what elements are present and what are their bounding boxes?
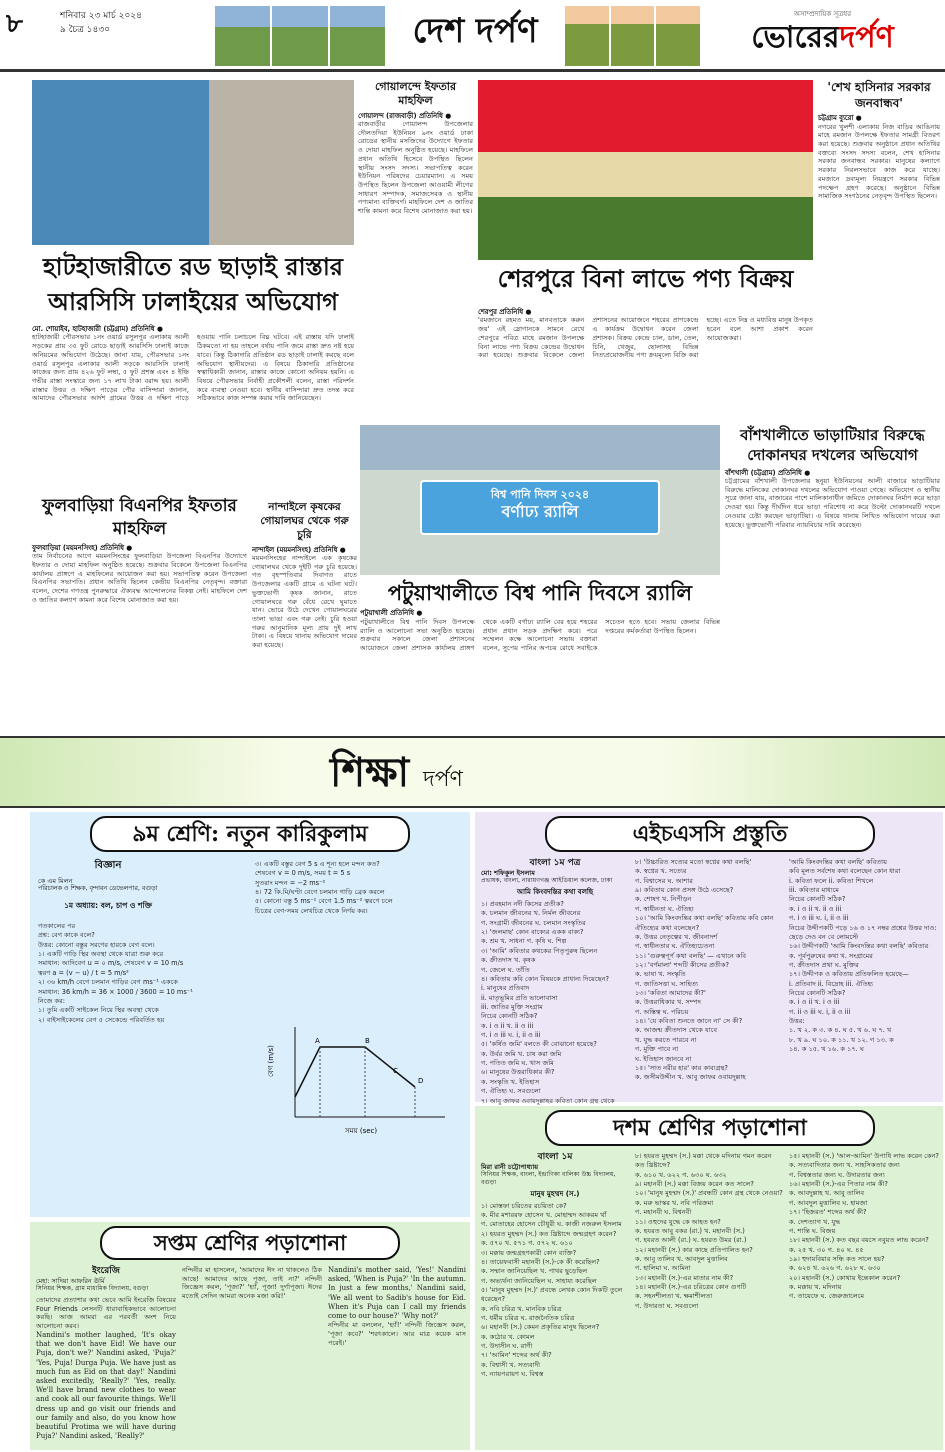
question-line: ১০। 'আমি কিংবদন্তির কথা বলছি' কবিতায় কবি কোন — [635, 914, 774, 923]
story-byline: নান্দাইল (ময়মনসিংহ) প্রতিনিধি ● — [252, 545, 346, 554]
band-title-b: দর্পণ — [423, 767, 463, 792]
class7-intro: তোমাদের প্রত্যাশার কথা ভেবে আমি ইংরেজি বিষয়ের Four Friends লেসনটি ধারাবাহিকভাবে আলোচনা করছি। আজ আমরা এর পরবর্তী অংশ নিয়ে আলোচনা করব। — [36, 1296, 176, 1331]
question-line: ক. i ও ii খ. ii ও iii — [789, 904, 842, 913]
class9-line: চিত্রের বেগ-সময় লেখচিত্র থেকে নির্ণয় কর। — [255, 906, 368, 915]
hsc-question-list — [635, 858, 783, 1083]
question-line: গ. বিশ্বস্ততার জন্য ঘ. উদারতার জন্য — [789, 1170, 885, 1179]
question-line: ক. নবি চরিত্র খ. মানবিক চরিত্র — [481, 1304, 562, 1313]
story-sherpur — [358, 308, 813, 420]
logo-name-a: ভোরের — [751, 19, 840, 55]
question-line: ক. শ্রম খ. সাধনা গ. কৃষি ঘ. শিল্প — [481, 937, 567, 946]
question-line: ১৭। 'হিজরত' শব্দের অর্থ কী? — [789, 1208, 867, 1217]
question-line: ক. বিশ্বাসী খ. সত্যবাদী — [481, 1360, 541, 1369]
class9-teacher-sub: পরিচালক ও শিক্ষক, বৃন্দাবন ডেভেলপার, বগুড়া — [38, 884, 158, 892]
question-line: ৭। আবু জাফর ওবায়দুল্লাহর কবিতা কোন গ্রন্থ থেকে — [481, 1096, 615, 1105]
class7-bangla-text: নন্দিনীর মা হাসলেন, 'আমাদের ঈদ না থাকলেও ঠিক আছে! আমাদের আছে পূজা, তাই না?' নন্দিনী জিজ্ঞেস করল, 'পূজা?' 'হ্যাঁ, পূজা! দুর্গাপূজা। ঈদের মতোই সেদিন আমরা অনেক মজা করি!' — [182, 1266, 322, 1301]
class10-teacher: মিরা রানী চট্টোপাধ্যায় — [481, 1163, 539, 1172]
question-line: ছেড়ে দেও বন বে লোমস্টে — [789, 932, 859, 941]
question-line: ক. ৬২৪ খ. ৬২৬ গ. ৬২৮ ঘ. ৬৩০ — [789, 1264, 881, 1273]
question-line: ১২। মহানবী (স.) কার কাছে প্রতিপালিত হন? — [635, 1245, 753, 1254]
question-line: ৯। কবিতায় কোন প্রসঙ্গ উঠে এসেছে? — [635, 886, 734, 895]
class9-subject: বিজ্ঞান — [94, 860, 122, 871]
hsc-teacher-sub: প্রভাষক, বাংলা, নারায়ণগঞ্জ আইডিয়াল কলেজ, ঢাকা — [481, 877, 613, 885]
logo-name — [705, 19, 940, 57]
class9-col1 — [38, 922, 248, 1025]
class10-teacher-sub: সিনিয়র শিক্ষক, বাংলা, ইন্দ্রাণিকা বালিকা উচ্চ বিদ্যালয়, বগুড়া — [481, 1171, 616, 1187]
education-band-title — [330, 748, 463, 798]
date-line — [60, 10, 210, 37]
question-line: ১। প্রবহমান নদী কিসের প্রতীক? — [481, 899, 564, 908]
question-line: ক. উত্তর নেতৃত্বের খ. জীবনাদর্শ — [635, 932, 718, 941]
education-band — [0, 736, 945, 808]
story-headline: ফুলবাড়িয়া বিএনপির ইফতার মাহফিল — [42, 496, 237, 539]
question-line: ২। 'জলমাছ' কোন বাক্যের একক বাক্য? — [481, 928, 584, 937]
masthead — [0, 0, 945, 72]
story-body: 'রমজানে রহমত ময়, মানবতাকে করুন জয়' এই স্লোগানকে সামনে রেখে শেরপুরে পবিত্র মাহে রমজান উপলক্ষে বিনা লাভে পণ্য বিক্রয় কেন্দ্রের উদ্বোধন করা হয়েছে। শুক্রবার বিকেলে জেলা প্রশাসনের আয়োজনে শহরের প্রাণকেন্দ্রে এ কার্যক্রম উদ্বোধন করেন জেলা প্রশাসক। বিক্রয় কেন্দ্রে চাল, ডাল, তেল, চিনি, খেজুর, ছোলাসহ বিভিন্ন নিত্যপ্রয়োজনীয় পণ্য ক্রয়মূল্যে বিক্রি করা হচ্ছে। এতে নিম্ন ও মধ্যবিত্ত মানুষ উপকৃত হবেন বলে আশা প্রকাশ করেন আয়োজকরা। — [478, 316, 813, 360]
question-line: ক. জসীমউদ্দীন খ. আবু জাফর ওবায়দুল্লাহ — [635, 1073, 746, 1082]
hsc-teacher: মো: শফিকুল ইসলাম — [481, 869, 535, 878]
question-line: গ. সংগ্রামী জীবনের ঘ. চলমান সংস্কৃতির — [481, 918, 586, 927]
hsc-header: এইচএসসি প্রস্তুতি — [545, 816, 875, 852]
date-gregorian: শনিবার ২৩ মার্চ ২০২৪ — [60, 11, 142, 21]
masthead-photo — [611, 6, 655, 66]
question-line: ৯। মহানবী (স.) মক্কা বিজয় করেন কত সালে? — [635, 1180, 754, 1189]
question-line: ২। হযরত মুহম্মদ (স.) কত খ্রিষ্টাব্দে জন্মগ্রহণ করেন? — [481, 1229, 617, 1238]
story-body: রাজবাড়ীর গোয়ালন্দ উপজেলার দৌলতদিয়া ইউনিয়ন ৯নং ওয়ার্ড ঢাকা রোডের স্থানীয় মসজিদের উদ্যোগে ইফতার ও দোয়া মাহফিল অনুষ্ঠিত হয়েছে। মাহফিলে প্রধান অতিথি হিসেবে উপস্থিত ছিলেন স্থানীয় সংসদ সদস্য। সভাপতিত্ব করেন ইউনিয়ন পরিষদের চেয়ারম্যান। এ সময় উপস্থিত ছিলেন উপজেলা আওয়ামী লীগের সাধারণ সম্পাদক, সমাজসেবক ও স্থানীয় গণ্যমান্য ব্যক্তিবর্গ। মাহফিলে দেশ ও জাতির শান্তি কামনা করে বিশেষ মোনাজাত করা হয়। — [358, 120, 473, 216]
question-line: গ. ন্যায়পরায়ণ ঘ. বিশ্বস্ত — [481, 1370, 544, 1379]
question-line: গ. স্বাধীনতা ঘ. ঐতিহ্য — [635, 904, 694, 913]
story-byline: চট্টগ্রাম ব্যুরো ● — [818, 114, 862, 123]
question-line: ৫। 'কর্ষিত জমি' বলতে কী বোঝানো হয়েছে? — [481, 1040, 597, 1049]
graph-point-d: D — [418, 1077, 424, 1085]
question-line: গ. i ও iii ঘ. i, ii ও iii — [789, 914, 849, 923]
masthead-photo-strip-right — [565, 6, 700, 66]
story-headline: নান্দাইলে কৃষকের গোয়ালঘর থেকে গরু চুরি — [260, 501, 349, 542]
class9-line: সমাধান: 36 km/h = 36 × 1000 / 3600 = 10 ms⁻¹ — [38, 987, 193, 996]
story-road — [32, 325, 354, 490]
graph-point-b: B — [365, 1037, 370, 1045]
question-line: গ. তায়েফে ঘ. জেরুজালেমে — [789, 1292, 865, 1301]
question-line: ক. মীর মশাররফ হোসেন খ. মোহাম্মদ আকরম খাঁ — [481, 1211, 607, 1220]
question-line: ক. হযরত আবু বকর (রা.) খ. মহানবী (স.) — [635, 1226, 745, 1235]
class7-col3 — [328, 1266, 466, 1348]
question-line: গ. উদারতা ঘ. সবগুলো — [635, 1301, 699, 1310]
class7-english-text: Nandini's mother laughed, 'It's okay that we don't have Eid! We have our Puja, don't we?' Nandini asked, 'Puja?' 'Yes, Puja! Durga Puja. We have just as much fun as Eid on that day!' Nandini asked excitedly, 'Really?' 'Yes, really. We'll have brand new clothes to wear and cook all our favourite things. We'll dress up and go visit our friends and our family and also, do you know how beautiful Protima we will have during Puja?' Nandini asked, 'Really?' — [36, 1330, 176, 1441]
class10-header: দশম শ্রেণির পড়াশোনা — [545, 1110, 875, 1146]
class9-line: সমাধান: আদিবেগ u = ০ m/s, শেষবেগ v = 10 m/s — [38, 959, 184, 968]
logo-name-b: দর্পণ — [839, 19, 894, 55]
road-headline: হাটহাজারীতে রড ছাড়াই রাস্তার আরসিসি ঢালাইয়ের অভিযোগ — [43, 252, 343, 316]
question-line: ১৫। 'সাত নরীর হার' কার কাব্যগ্রন্থ? — [635, 1063, 728, 1072]
question-line: ক. সত্যবাদিতার জন্য খ. সাহসিকতার জন্য — [789, 1161, 900, 1170]
class9-credits — [38, 860, 178, 910]
question-line: ১১। ওহুদের যুদ্ধে কে আহত হন? — [635, 1217, 721, 1226]
question-line: i. কবিতা ফলে ii. কবিতা শিখলে — [789, 876, 874, 885]
story-byline: পটুয়াখালী প্রতিনিধি ● — [360, 609, 423, 618]
story-headline: গোয়ালন্দে ইফতার মাহফিল — [374, 80, 457, 108]
question-line: গ. ঐতিহ্য ঘ. সবগুলো — [481, 1087, 541, 1096]
class10-subject: বাংলা ১ম — [537, 1152, 573, 1162]
question-line: গ. ক্রীতদাস প্রথা ঘ. মুক্তির — [789, 960, 859, 969]
class9-line: ৫। কোনো বস্তু 5 ms⁻¹ বেগে 1.5 ms⁻² ত্বরণে চলে — [255, 897, 393, 906]
question-line: গ. ধর্মীয় চরিত্র ঘ. রাজনৈতিক চরিত্র — [481, 1314, 575, 1323]
band-title-a: শিক্ষা — [330, 749, 410, 796]
question-line: ৩। মক্কায় জন্মগ্রহণকারী কোন ব্যক্তি? — [481, 1248, 577, 1257]
story-body: নগরের খুলশী এলাকায় নিজ বাড়ির আঙিনায় মাহে রমজান উপলক্ষে ইফতার সামগ্রী বিতরণ করা হয়েছে। শুক্রবার অনুষ্ঠানে প্রধান অতিথির বক্তব্যে সংসদ সদস্য বলেন, শেখ হাসিনার সরকার জনবান্ধব সরকার। মানুষের কল্যাণে সরকার নিরলসভাবে কাজ করে যাচ্ছে। রমজানে দ্রব্যমূল্য নিয়ন্ত্রণে সরকার বিভিন্ন পদক্ষেপ গ্রহণ করেছে। অনুষ্ঠানে বিভিন্ন সামাজিক সংগঠনের নেতৃবৃন্দ উপস্থিত ছিলেন। — [818, 122, 940, 201]
question-line: ক. ক্রীতদাস খ. কৃষক — [481, 956, 536, 965]
class9-col2 — [255, 860, 463, 916]
question-line: ১৮। মহানবী (স.) কত বছর বয়সে নবুয়ত লাভ করেন? — [789, 1236, 929, 1245]
question-line: ১২। 'বর্ণমালা' শব্দটি কীসের প্রতীক? — [635, 960, 729, 969]
graph-xlabel: সময় (sec) — [345, 1127, 378, 1135]
question-line: কবি মূলত সর্বশেষ কথা বলেছেন কোন ধারা — [789, 867, 901, 876]
hsc-panel — [475, 812, 943, 1105]
sherpur-headline: শেরপুরে বিনা লাভে পণ্য বিক্রয় — [497, 264, 794, 293]
question-line: ৫। 'মানুষ মুহম্মদ (স.)' প্রবন্ধে লেখক কোন দিকটি তুলে ধরেছেন? — [481, 1285, 623, 1304]
class7-panel — [30, 1222, 470, 1450]
story-headline: বাঁশখালীতে ভাড়াটিয়ার বিরুদ্ধে দোকানঘর দখলের অভিযোগ — [740, 426, 925, 465]
question-line: গ. জেলে ঘ. তাঁতি — [481, 965, 530, 974]
class9-line: ২। বাইসাইকেলের বেগ ৫ সেকেন্ডে পরিবর্তিত হয় — [38, 1015, 165, 1024]
rally-banner — [420, 480, 660, 535]
class9-line: ৩। একটি বস্তুর বেগ 5 s এ শূন্য হলে মন্দন কত? — [255, 860, 380, 868]
masthead-photo — [330, 6, 385, 66]
question-line: ক. মরু ভাস্কর খ. নবি পরিক্রমা — [635, 1198, 714, 1207]
question-line: ক. i ও ii খ. ii ও iii — [481, 1021, 534, 1030]
question-line: ৭। 'আমিন' শব্দের অর্থ কী? — [481, 1351, 552, 1360]
question-line: ৮. খ ৯. ঘ ১০. ক ১১. খ ১২. গ ১৩. ক — [789, 1035, 894, 1044]
question-line: ১৭। উদ্দীপক ও কবিতায় প্রতিফলিত হয়েছে— — [789, 970, 909, 979]
question-line: ক. উর্বর জমি খ. চাষ করা জমি — [481, 1049, 562, 1058]
question-line: ক. i ও ii খ. i ও iii — [789, 998, 840, 1007]
story-body: পটুয়াখালীতে বিশ্ব পানি দিবস উপলক্ষে র‍্যালি ও আলোচনা সভা অনুষ্ঠিত হয়েছে। শুক্রবার সকালে জেলা প্রশাসনের আয়োজনে জেলা প্রশাসক কার্যালয় প্রাঙ্গণ থেকে একটি বর্ণাঢ্য র‍্যালি বের হয়ে শহরের প্রধান প্রধান সড়ক প্রদক্ষিণ করে। পরে সম্মেলন কক্ষে আলোচনা সভায় বক্তারা বলেন, সুপেয় পানির অপচয় রোধে সবাইকে সচেতন হতে হবে। সভায় জেলার বিভিন্ন দপ্তরের কর্মকর্তারা উপস্থিত ছিলেন। — [360, 617, 720, 652]
question-line: ক. ৫৭০ খ. ৫৭১ গ. ৫৭২ ঘ. ৬১০ — [481, 1239, 573, 1248]
class9-line: গতকালের পর — [38, 922, 76, 930]
question-line: নিচের উদ্দীপকটি পড়ে ১৬ ও ১৭ নম্বর প্রশ্নের উত্তর দাও: — [789, 923, 937, 932]
question-line: গ. অভ্যর্থনা জানিয়েছিল ঘ. সাহায্য করেছিল — [481, 1276, 597, 1285]
masthead-photo-strip-left — [215, 6, 385, 66]
question-line: ক. দেশত্যাগ খ. যুদ্ধ — [789, 1217, 841, 1226]
question-line: ক. সংস্কৃতি খ. ইতিহাস — [481, 1077, 540, 1086]
question-line: iii. কবিতার মাধ্যমে — [789, 886, 839, 895]
question-line: গ. i ও iii ঘ. i, ii ও iii — [481, 1031, 541, 1040]
masthead-photo — [656, 6, 700, 66]
class10-question-list — [789, 1152, 939, 1302]
class9-header: ৯ম শ্রেণি: নতুন কারিকুলাম — [90, 816, 410, 852]
hsc-subject: বাংলা ১ম পত্র — [529, 858, 581, 868]
class7-bangla-text2: নন্দিনীর মা বললেন, 'হ্যাঁ!' নন্দিনী জিজ্ঞেস করল, 'পূজা কবে?' 'শরৎকালে। আর মাত্র কয়েক মাস পরেই।' — [328, 1321, 466, 1347]
question-line: i. প্রতিবাদ ii. বিদ্রোহ iii. ঐতিহ্য — [789, 979, 874, 988]
masthead-photo — [565, 6, 609, 66]
class9-line: ১। একটি গাড়ি স্থির অবস্থা থেকে যাত্রা শুরু করে — [38, 950, 164, 959]
class10-col1 — [481, 1152, 629, 1380]
question-line: i. মানুষের প্রতিবাদ — [481, 984, 530, 993]
question-line: ক. ৬১০ খ. ৬২২ গ. ৬৩০ ঘ. ৬৩২ — [635, 1170, 727, 1179]
question-line: গ. আবদুল মুত্তালিব ঘ. হামজা — [789, 1198, 868, 1207]
question-line: ক. সম্মান জানিয়েছিল খ. পাথর ছুড়েছিল — [481, 1267, 588, 1276]
class9-line: ২। ৩৬ km/h বেগে চলমান গাড়ির বেগ ms⁻¹ এককে — [38, 978, 178, 987]
question-line: ৪। কবিতায় কবি কোন বিষয়কে প্রাধান্য দিয়েছেন? — [481, 974, 610, 983]
question-line: ১৪। মহানবী (স.)-এর চরিত্রের কোন গুণটি — [635, 1283, 747, 1292]
class7-teacher: মেহা: সাদিয়া আফরিন ঊর্মি — [36, 1277, 105, 1286]
story-goalondo — [358, 80, 473, 305]
story-body: চট্টগ্রামের বাঁশখালী উপজেলার ছনুয়া ইউনিয়নের আলী বাজারে ভাড়াটিয়ার বিরুদ্ধে মালিকের দোকানঘর দখলের অভিযোগ পাওয়া গেছে। অভিযোগ ও স্থানীয় সূত্রে জানা যায়, বাজারের পাশে মালিকানাধীন জমিতে দোকানঘর নির্মাণ করে ভাড়া দেওয়া হয়। কিন্তু দীর্ঘদিন ধরে ভাড়া পরিশোধ না করে উল্টো দোকানঘরটি দখলে নেওয়ার চেষ্টা করছেন ভাড়াটিয়া। এ বিষয়ে থানায় লিখিত অভিযোগ দায়ের করা হয়েছে। ভুক্তভোগী পরিবার ন্যায়বিচার দাবি করেছেন। — [725, 476, 940, 529]
rally-banner-text: বিশ্ব পানি দিবস ২০২৪ — [490, 488, 590, 501]
question-line: ক. ভাষা খ. সংস্কৃতি — [635, 970, 686, 979]
question-line: ঐতিহ্যের কথা বলেছেন? — [635, 923, 700, 932]
class7-header: সপ্তম শ্রেণির পড়াশোনা — [100, 1226, 400, 1260]
class10-question-list — [481, 1202, 629, 1380]
story-nandail — [252, 500, 357, 735]
question-line: গ. শান্তি ঘ. বিজয় — [789, 1226, 836, 1235]
story-body: তাম নির্বাচনের আগে ময়মনসিংহের ফুলবাড়িয়া উপজেলা বিএনপির উদ্যোগে ইফতার ও দোয়া মাহফিল অনুষ্ঠিত হয়েছে। শুক্রবার বিকেলে উপজেলা বিএনপির কার্যালয় প্রাঙ্গণে এ মাহফিলের আয়োজন করা হয়। সভাপতিত্ব করেন উপজেলা বিএনপির সভাপতি। প্রধান অতিথি ছিলেন কেন্দ্রীয় বিএনপির নেতৃবৃন্দ। বক্তারা বলেন, দেশের গণতন্ত্র পুনরুদ্ধারে ঐক্যবদ্ধ আন্দোলনের বিকল্প নেই। মাহফিলে দেশ ও জাতির কল্যাণ কামনা করে বিশেষ মোনাজাত করা হয়। — [32, 552, 247, 604]
newspaper-logo — [705, 10, 940, 65]
graph-point-c: C — [393, 1067, 398, 1075]
graph-point-a: A — [315, 1037, 320, 1045]
rally-banner-text2: বর্ণাঢ্য র‍্যালি — [501, 501, 579, 521]
question-line: 'আমি কিংবদন্তির কথা বলছি' কবিতায় — [789, 858, 887, 866]
question-line: উত্তর: — [789, 1017, 805, 1026]
question-line: ক. শোষণ খ. নিপীড়ন — [635, 895, 692, 904]
question-line: ক. ২৫ খ. ৩০ গ. ৪০ ঘ. ৪৫ — [789, 1245, 864, 1254]
story-byline: গোয়ালন্দ (রাজবাড়ী) প্রতিনিধি ● — [358, 111, 452, 120]
road-construction-photo — [32, 80, 354, 245]
question-line: গ. হালিমা ঘ. আমিনা — [635, 1264, 691, 1273]
class10-chapter: মানুষ মুহম্মদ (স.) — [530, 1189, 580, 1198]
class7-col2 — [182, 1266, 322, 1301]
hsc-col1 — [481, 858, 629, 1134]
class9-line: ত্বরণ a = (v − u) / t = 5 m/s² — [38, 968, 129, 977]
logo-tagline: অসাম্প্রদায়িক সূত্রধর — [793, 10, 852, 18]
class9-line: ১। তুমি একটি সাইকেল নিয়ে স্থির অবস্থা থেকে — [38, 1006, 159, 1015]
question-line: ১৫। মহানবী (স.) 'আল-আমিন' উপাধি লাভ করেন কেন? — [789, 1152, 939, 1160]
question-line: ক. আবু তালিব খ. আবদুল মুত্তালিব — [635, 1254, 728, 1263]
question-line: ৮। 'উচ্চারিত সত্যের মতো স্বপ্নের কথা বলছি' — [635, 858, 752, 866]
question-line: ক. সহনশীলতা খ. ক্ষমাশীলতা — [635, 1292, 713, 1301]
story-patuakhali — [360, 578, 720, 736]
class9-line: প্রশ্ন: বেগ কাকে বলে? — [38, 931, 95, 940]
section-title: দেশ দর্পণ — [412, 11, 538, 51]
masthead-photo — [215, 6, 270, 66]
question-line: ঘ. ইতিহাস জানবে না — [635, 1054, 692, 1063]
question-line: ৬। মহানবী (স.) কেমন প্রকৃতির মানুষ ছিলেন? — [481, 1323, 600, 1332]
question-line: ১৬। মহানবী (স.)-এর পিতার নাম কী? — [789, 1180, 888, 1189]
velocity-time-graph — [265, 1017, 455, 1137]
class9-line: ৪। 72 কি.মি/ঘণ্টা বেগে চলমান গাড়ি ব্রেক করলে — [255, 888, 385, 897]
question-line: ১৪। 'যে কবিতা শুনতে জানে না' সে কী? — [635, 1017, 743, 1026]
question-line: ক. আজন্ম ক্রীতদাস থেকে যাবে — [635, 1026, 717, 1035]
question-line: গ. উদাসীন ঘ. রাগী — [481, 1342, 533, 1351]
question-line: iii. জাতির মুক্তি সংগ্রাম — [481, 1002, 543, 1011]
class9-line: শেষবেগ v = 0 m/s, সময় t = 5 s — [255, 869, 351, 878]
graph-ylabel: বেগ (m/s) — [267, 1045, 275, 1077]
question-line: ক. আবদুল্লাহ খ. আবু তালিব — [789, 1189, 865, 1198]
class7-english-text2: Nandini's mother said, 'Yes!' Nandini asked, 'When is Puja?' 'In the autumn. In just a few months,' Nandini said, 'We all went to Sadib's house for Eid. When it's Puja can I call my friends come to our house?' 'Why not?' — [328, 1266, 466, 1321]
class9-chapter: ১ম অধ্যায়: বল, চাপ ও শক্তি — [64, 900, 152, 910]
rally-photo — [360, 425, 720, 575]
class7-teacher-sub: সিনিয়র শিক্ষক, গ্রাম মাধ্যমিক বিদ্যালয়, বগুড়া — [36, 1285, 149, 1293]
question-line: নিচের কোনটি সঠিক? — [789, 989, 846, 998]
hsc-question-list — [789, 858, 939, 1055]
question-line: গ. অস্তিত্ব ঘ. পরিচয় — [635, 1007, 689, 1016]
class10-question-list — [635, 1152, 783, 1311]
question-line: ৪। তায়েফবাসী মহানবী (স.)-কে কী করেছিল? — [481, 1257, 600, 1266]
class7-subject: ইংরেজি — [92, 1266, 120, 1276]
question-line: ১. খ ২. ক ৩. ক ৪. ঘ ৫. খ ৬. ঘ ৭. খ — [789, 1026, 892, 1035]
question-line: ক. কঠোর খ. কোমল — [481, 1332, 535, 1341]
story-byline: মো. শোয়াইব, হাটহাজারী (চট্টগ্রাম) প্রতিনিধি ● — [32, 325, 163, 333]
story-fulbaria — [32, 495, 247, 733]
story-banshkhali — [725, 425, 940, 735]
sherpur-market-photo — [478, 80, 813, 260]
question-line: গ. পতিত জমি ঘ. খাস জমি — [481, 1059, 554, 1068]
story-byline: ফুলবাড়িয়া (ময়মনসিংহ) প্রতিনিধি ● — [32, 543, 133, 552]
story-body: ময়মনসিংহের নান্দাইলে এক কৃষকের গোয়ালঘর থেকে দুইটি গরু চুরি হয়েছে। গত বৃহস্পতিবার দিবাগত রাতে উপজেলার একটি গ্রামে এ ঘটনা ঘটে। ভুক্তভোগী কৃষক জানান, রাতে গোয়ালঘরে গরু বেঁধে রেখে ঘুমাতে যান। ভোরে উঠে দেখেন গোয়ালঘরের তালা ভাঙা এবং গরু নেই। চুরি হওয়া গরুর আনুমানিক মূল্য প্রায় দুই লাখ টাকা। এ বিষয়ে থানায় অভিযোগ দায়ের করা হয়েছে। — [252, 554, 357, 650]
class9-panel — [30, 812, 470, 1217]
question-line: ১১। 'গুরুত্বপূর্ণ কথা বলছি' — এখানে কবি — [635, 951, 747, 960]
class9-teacher: কে এম মিলন — [38, 876, 73, 885]
date-bengali: ৯ চৈত্র ১৪৩০ — [60, 24, 111, 35]
question-line: ক. মক্কায় খ. মদিনায় — [789, 1283, 842, 1292]
question-line: গ. বিশ্বাসের ঘ. আশার — [635, 876, 693, 885]
question-line: ২০। মহানবী (স.) কোথায় ইন্তেকাল করেন? — [789, 1273, 901, 1282]
story-body: হাটহাজারী পৌরসভার ১নং ওয়ার্ড রসুলপুর এলাকায় আলী সড়কের প্রায় ৩৫ ফুট রোডে ছাড়াই আরসিসি ঢালাই কাজে অনিয়মের অভিযোগ উঠেছে। জানা যায়, পৌরসভার ১নং ওয়ার্ড রসুলপুর এলাকার আলী সড়কে আরসিসি ঢালাই কাজের জন্য প্রায় ৪২৬ ফুট লম্বা, ৫ ফুট প্রশস্ত এবং ৪ ইঞ্চি গভীর রাস্তা সংস্কারে জন্য ১৭ লাখ টাকা বরাদ্দ হয়। আলী রাস্তার উত্তর ও দক্ষিণ পাড়ের পৌর বাসিন্দারা জানান, আমাদের পৌরসভার আর্দশ গ্রামের উত্তর ও দক্ষিণ পাড়ে হওয়ায় পানি চলাচলে বিঘ্ন ঘটবে। এই রাস্তায় যদি ঢালাই ঠিকমতো না হয় তাহলে বর্ষায় পানি জমে রাস্তা দ্রুত নষ্ট হয়ে যাবে। কিন্তু ঠিকাদারি প্রতিষ্ঠান রড ছাড়াই ঢালাই করছে বলে অভিযোগ স্থানীয়দের। এ বিষয়ে ঠিকাদারি প্রতিষ্ঠানের স্বত্বাধিকারী জানান, রাস্তার কাজে কোনো অনিয়ম হয়নি। এ বিষয়ে পৌরসভার নির্বাহী প্রকৌশলী বলেন, রাস্তা পরিদর্শন করে ব্যবস্থা নেওয়া হবে। স্থানীয় বাসিন্দারা দ্রুত তদন্ত করে সঠিকভাবে কাজ সম্পন্ন করার দাবি জানিয়েছেন। — [32, 333, 354, 403]
question-line: ১৯। হুদায়বিয়ার সন্ধি কত সালে হয়? — [789, 1254, 885, 1263]
question-line: ১৩। মহানবী (স.)-এর মাতার নাম কী? — [635, 1273, 734, 1282]
question-line: ১৬। উদ্দীপকটি 'আমি কিংবদন্তির কথা বলছি' কবিতার — [789, 942, 929, 951]
question-line: গ. ii ও iii ঘ. i, ii ও iii — [789, 1007, 851, 1016]
question-line: গ. স্বাধীনতার ঘ. ঐতিহ্যচেতনা — [635, 942, 715, 951]
class9-line: সুতরাং মন্দন = −2 ms⁻² — [255, 878, 326, 887]
class9-line: উত্তর: কোনো বস্তুর সরণের হারকে বেগ বলে। — [38, 940, 155, 949]
question-line: খ. যুদ্ধ করতে পারবে না — [635, 1035, 697, 1044]
hsc-question-list — [481, 900, 629, 1134]
class10-panel — [475, 1106, 943, 1450]
question-line: গ. জাতিসত্তা ঘ. সাহিত্য — [635, 979, 698, 988]
story-byline: বাঁশখালী (চট্টগ্রাম) প্রতিনিধি ● — [725, 468, 811, 477]
question-line: ১৩। 'কবিতা আমাদের কী?' — [635, 989, 706, 998]
question-line: গ. মহানবী ঘ. বিশ্বনবী — [635, 1208, 692, 1217]
question-line: ক. উত্তরাধিকার খ. সম্পদ — [635, 998, 702, 1007]
question-line: ১৪. ক ১৫. খ ১৬. ক ১৭. ঘ — [789, 1045, 864, 1054]
hsc-chapter: আমি কিংবদন্তির কথা বলছি — [516, 888, 594, 897]
question-line: ক. স্বপ্নের খ. সত্যের — [635, 867, 687, 876]
page-number: ৮ — [6, 9, 23, 39]
question-line: গ. হযরত আলী (রা.) ঘ. হযরত উমর (রা.) — [635, 1236, 747, 1245]
question-line: ১০। 'মানুষ মুহম্মদ (স.)' প্রবন্ধটি কোন গ্রন্থ থেকে নেওয়া? — [635, 1189, 783, 1198]
question-line: ১। মোস্তফা চরিতের রচয়িতা কে? — [481, 1201, 567, 1210]
story-headline: পটুয়াখালীতে বিশ্ব পানি দিবসে র‍্যালি — [387, 580, 693, 605]
question-line: ক. চলমান জীবনের খ. নির্মল জীবনের — [481, 909, 581, 918]
question-line: গ. মোতাহের হোসেন চৌধুরী ঘ. কাজী নজরুল ইসলাম — [481, 1220, 622, 1229]
story-byline: শেরপুর প্রতিনিধি ● — [478, 308, 532, 316]
question-line: ক. পূর্বপুরুষের কথা খ. সংগ্রামের — [789, 951, 873, 960]
question-line: নিচের কোনটি সঠিক? — [789, 895, 846, 904]
question-line: ৬। মানুষের উত্তরাধিকার কী? — [481, 1068, 555, 1077]
story-headline: 'শেখ হাসিনার সরকার জনবান্ধব' — [827, 80, 931, 110]
question-line: ii. মাতৃভূমির প্রতি ভালোবাসা — [481, 993, 558, 1002]
question-line: গ. মুক্তি পাবে না — [635, 1045, 679, 1054]
masthead-photo — [272, 6, 327, 66]
question-line: ৩। 'আমি' কবিতার কথকের পিতৃপুরুষ ছিলেন — [481, 946, 598, 955]
class7-col1 — [36, 1266, 176, 1442]
story-hasina — [818, 80, 940, 420]
question-line: নিচের কোনটি সঠিক? — [481, 1012, 538, 1021]
question-line: ৮। হযরত মুহম্মদ (স.) মক্কা থেকে মদিনায় গমন করেন কত খ্রিষ্টাব্দে? — [635, 1152, 772, 1170]
class9-line: নিজে কর: — [38, 996, 65, 1005]
